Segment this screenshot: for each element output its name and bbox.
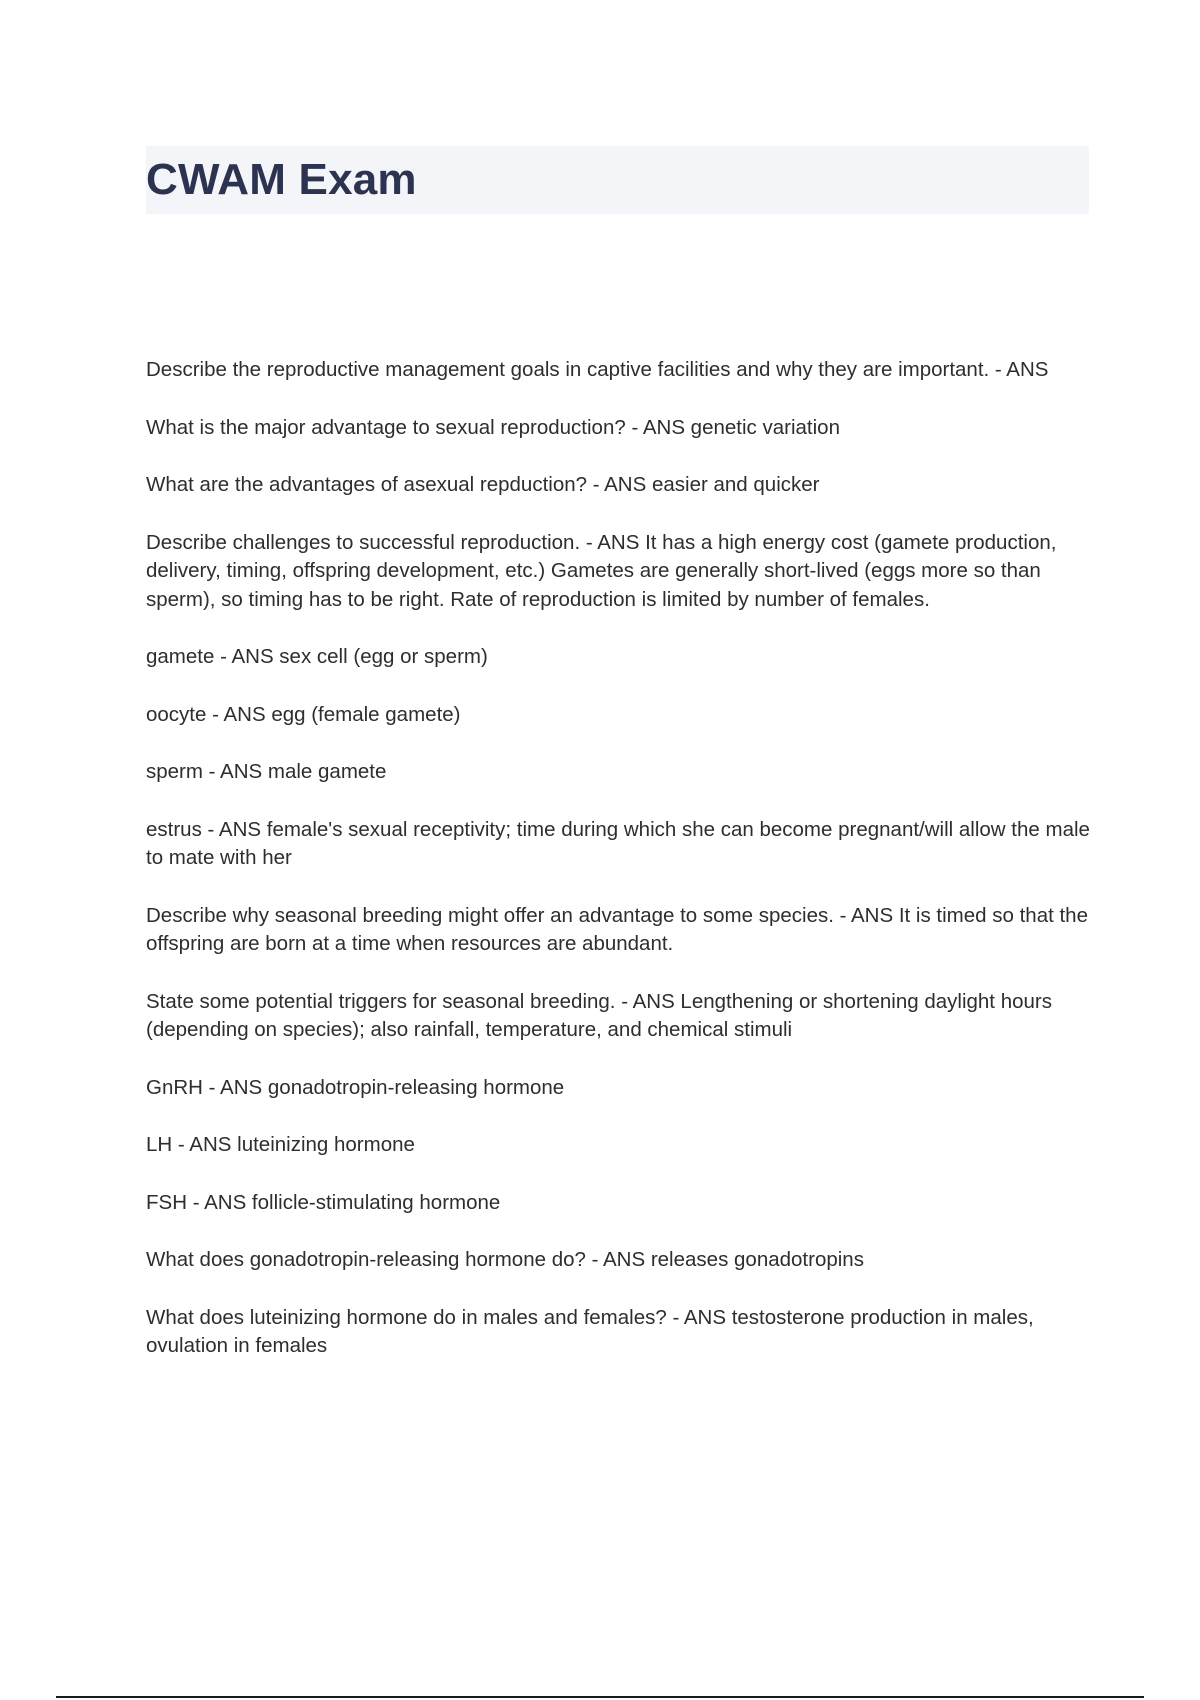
qa-list bbox=[146, 356, 1096, 1390]
qa-item: What are the advantages of asexual repduction? - ANS easier and quicker bbox=[146, 473, 820, 496]
qa-item: What does luteinizing hormone do in males and females? - ANS testosterone production in males, ovulation in females bbox=[146, 1305, 1034, 1357]
qa-item: Describe challenges to successful reproduction. - ANS It has a high energy cost (gamete production, delivery, timing, offspring development, etc.) Gametes are generally short-lived (eggs more so than sperm), so timing has to be right. Rate of reproduction is limited by number of females. bbox=[146, 530, 1057, 611]
qa-item: gamete - ANS sex cell (egg or sperm) bbox=[146, 645, 488, 668]
qa-item: What does gonadotropin-releasing hormone do? - ANS releases gonadotropins bbox=[146, 1248, 864, 1271]
qa-item: oocyte - ANS egg (female gamete) bbox=[146, 702, 461, 726]
qa-item: LH - ANS luteinizing hormone bbox=[146, 1133, 415, 1156]
qa-item: What is the major advantage to sexual reproduction? - ANS genetic variation bbox=[146, 415, 840, 439]
qa-item: Describe why seasonal breeding might offer an advantage to some species. - ANS It is timed so that the offspring are born at a time when resources are abundant. bbox=[146, 903, 1088, 955]
qa-item: estrus - ANS female's sexual receptivity; time during which she can become pregnant/will allow the male to mate with her bbox=[146, 817, 1090, 869]
qa-item: FSH - ANS follicle-stimulating hormone bbox=[146, 1190, 501, 1214]
page-bottom-divider bbox=[56, 1696, 1144, 1698]
qa-item: State some potential triggers for seasonal breeding. - ANS Lengthening or shortening daylight hours (depending on species); also rainfall, temperature, and chemical stimuli bbox=[146, 989, 1052, 1041]
qa-item: GnRH - ANS gonadotropin-releasing hormone bbox=[146, 1075, 565, 1099]
qa-item: Describe the reproductive management goals in captive facilities and why they are important. - ANS bbox=[146, 358, 1049, 381]
page-title: CWAM Exam bbox=[146, 155, 417, 204]
qa-item: sperm - ANS male gamete bbox=[146, 760, 387, 783]
title-banner bbox=[146, 146, 1089, 214]
